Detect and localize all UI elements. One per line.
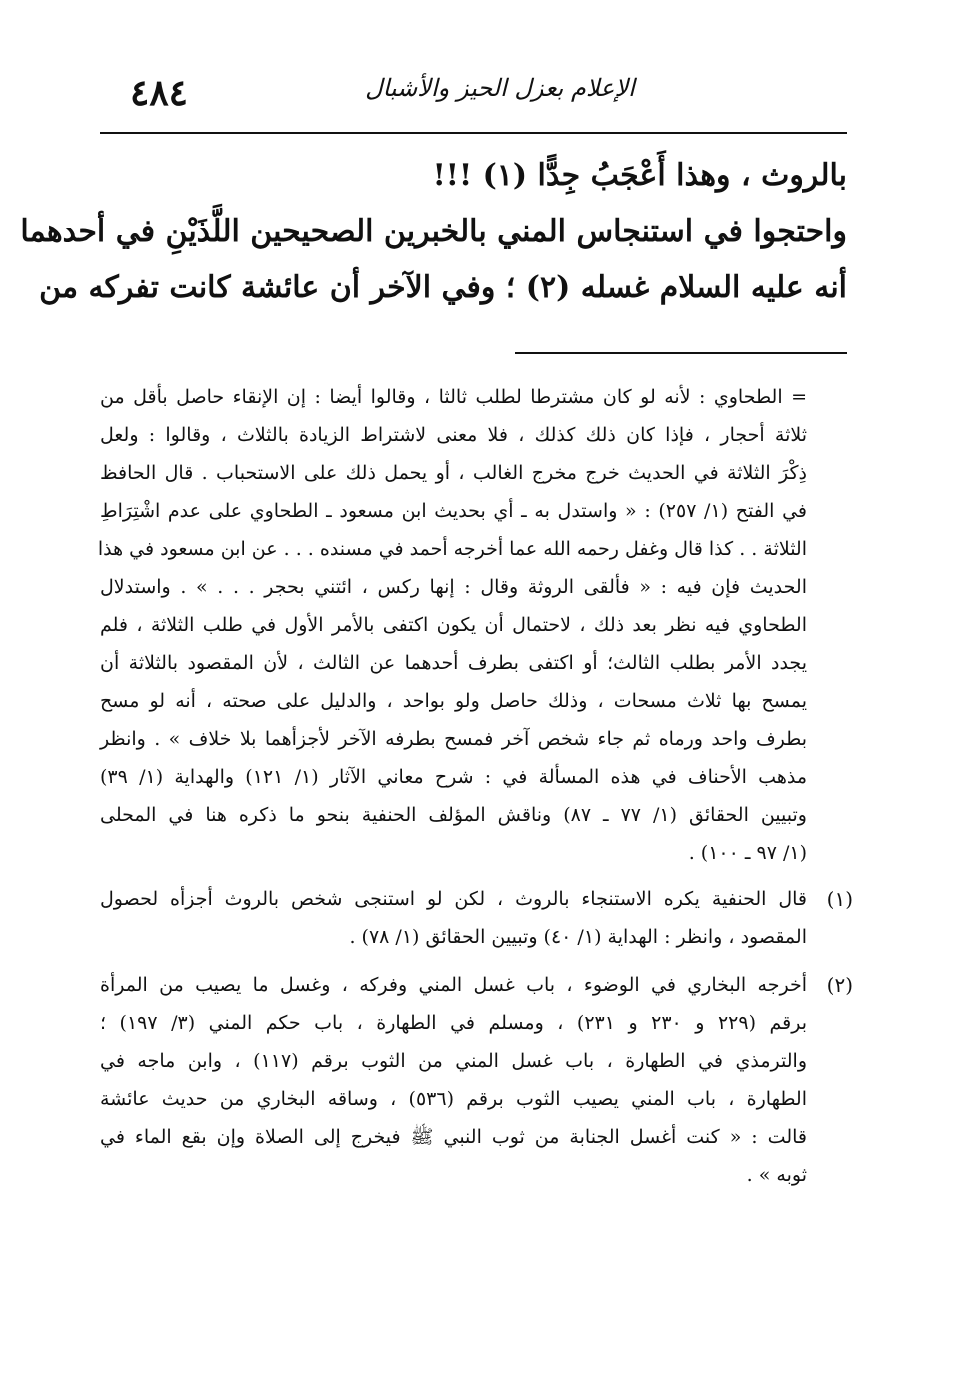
footnote-line: والترمذي في الطهارة ، باب غسل المني من الثوب برقم (١١٧) ، وابن ماجه في [100,1050,807,1072]
footnote-line: أخرجه البخاري في الوضوء ، باب غسل المني وفركه ، وغسل ما يصيب من المرأة [100,974,807,996]
footnote-line: الطهارة ، باب المني يصيب الثوب برقم (٥٣٦) ، وساقه البخاري من حديث عائشة [100,1088,807,1110]
continued-footnote-line: = الطحاوي : لأنه لو كان مشترطا لطلب ثالثا ، وقالوا أيضا : إن الإنقاء حاصل بأقل من [100,386,807,408]
body-line: أنه عليه السلام غسله (٢) ؛ وفي الآخر أن عائشة كانت تفركه من [39,270,847,305]
continued-footnote-line: في الفتح (١/ ٢٥٧) : « واستدل به ـ أي بحديث ابن مسعود ـ الطحاوي على عدم اشْتِرَاطِ [100,500,807,522]
body-line: واحتجوا في استنجاس المني بالخبرين الصحيحين اللَّذَيْنِ في أحدهما [20,214,847,249]
continued-footnote-line: الثلاثة . . كذا قال وغفل رحمه الله عما أخرجه أحمد في مسنده . . . عن ابن مسعود في هذا [97,538,807,560]
footnote-separator [515,352,847,354]
body-line: بالروث ، وهذا أَعْجَبُ جِدًّا (١) !!! [432,158,847,193]
continued-footnote-line: (١/ ٩٧ ـ ١٠٠) . [688,842,807,864]
footnote-line: ثوبه » . [746,1164,807,1186]
continued-footnote-line: مذهب الأحناف في هذه المسألة في : شرح معاني الآثار (١/ ١٢١) والهداية (١/ ٣٩) [100,766,808,788]
continued-footnote-line: بطرف واحد ورماه ثم جاء شخص آخر فمسح بطرفه الآخر لأجزأهما بلا خلاف » . وانظر [100,728,807,750]
footnote-line: قال الحنفية يكره الاستنجاء بالروث ، لكن لو استنجى شخص بالروث أجزأه لحصول [100,888,807,910]
footnote-marker: (٢) [826,973,853,997]
footnote-marker: (١) [826,887,853,911]
header-divider [100,132,847,134]
continued-footnote-line: الحديث فإن فيه : « فألقى الروثة وقال : إنها ركس ، ائتني بحجر . . . » . واستدلال [100,576,807,598]
footnote-line: برقم (٢٢٩ و ٢٣٠ و ٢٣١) ، ومسلم في الطهارة ، باب حكم المني (٣/ ١٩٧) ؛ [100,1012,807,1034]
continued-footnote-line: وتبيين الحقائق (١/ ٧٧ ـ ٨٧) وناقش المؤلف الحنفية بنحو ما ذكره هنا في المحلى [100,804,807,826]
continued-footnote-line: يمسح بها ثلاث مسحات ، وذلك حاصل ولو بواحد ، والدليل على صحته ، أنه لو مسح [100,690,807,712]
page-number: ٤٨٤ [130,72,189,114]
continued-footnote-line: الطحاوي فيه نظر بعد ذلك ، لاحتمال أن يكون اكتفى بالأمر الأول في طلب الثلاثة ، فلم [100,614,807,636]
running-head-title: الإعلام بعزل الحيز والأشبال [365,74,635,102]
continued-footnote-line: ذِكْرَ الثلاثة في الحديث خرج مخرج الغالب ، أو يحمل ذلك على الاستحباب . قال الحافظ [100,462,807,484]
footnote-line: قالت : « كنت أغسل الجنابة من ثوب النبي ﷺ فيخرج إلى الصلاة وإن بقع الماء في [100,1126,807,1148]
continued-footnote-line: يجدد الأمر بطلب الثالث؛ أو اكتفى بطرف أحدهما عن الثالث ، لأن المقصود بالثلاثة أن [100,652,807,674]
continued-footnote-line: ثلاثة أحجار ، فإذا كان ذلك كذلك ، فلا معنى لاشتراط الزيادة بالثلاث ، وقالوا : ولعل [100,424,807,446]
footnote-line: المقصود ، وانظر : الهداية (١/ ٤٠) وتبيين الحقائق (١/ ٧٨) . [349,926,807,948]
